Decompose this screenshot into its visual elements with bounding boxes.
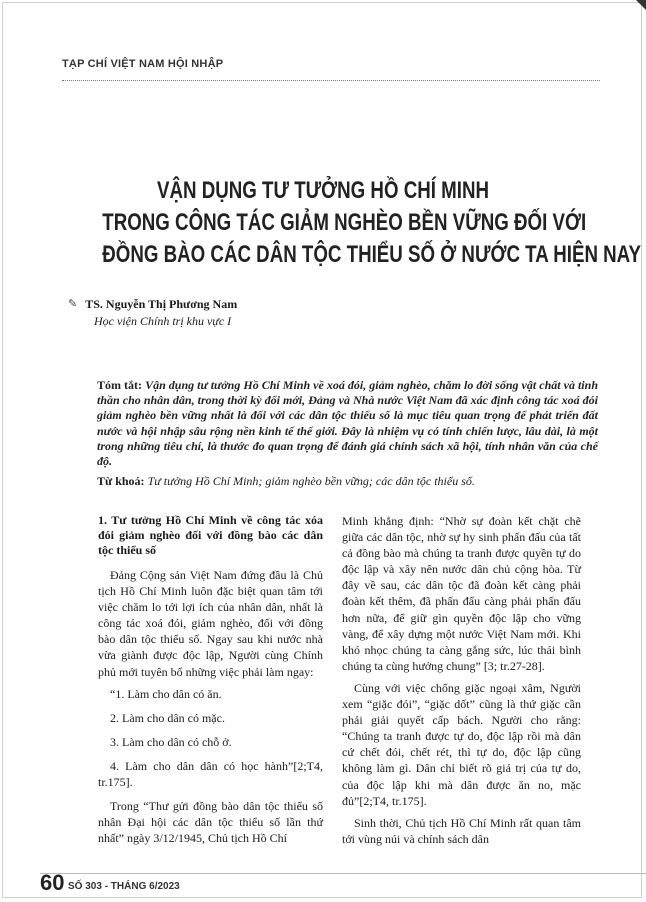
left-paragraph-2: Trong “Thư gửi đồng bào dân tộc thiểu số nhân Đại hội các dân tộc thiểu số lần thứ nhất” ngày 3/12/1945, Chủ tịch Hồ Chí [98, 799, 323, 846]
left-column [98, 513, 323, 852]
title-line-3: ĐỒNG BÀO CÁC DÂN TỘC THIỂU SỐ Ở NƯỚC TA HIỆN NAY [102, 241, 641, 268]
right-paragraph-3: Sinh thời, Chủ tịch Hồ Chí Minh rất quan tâm tới vùng núi và chính sách dân [342, 815, 581, 846]
abstract [97, 378, 598, 469]
list-item: 2. Làm cho dân có mặc. [110, 710, 225, 725]
abstract-label: Tóm tắt: [97, 378, 143, 392]
left-paragraph-1: Đảng Cộng sản Việt Nam đứng đầu là Chủ tịch Hồ Chí Minh luôn đặc biệt quan tâm tới việc chăm lo tới lợi ích của nhân dân, nhất là công tác xoá đói, giảm nghèo, đối với đồng bào dân tộc thiểu số. Ngay sau khi nước nhà vừa giành được độc lập, Người cùng Chính phủ mới tuyên bố những việc phải làm ngay: [98, 568, 323, 679]
keywords-label: Từ khoá: [97, 474, 145, 488]
journal-header: TẠP CHÍ VIỆT NAM HỘI NHẬP [62, 58, 224, 70]
list-item: 4. Làm cho dân dân có học hành”[2;T4, tr.175]. [98, 758, 323, 790]
footer-rule [40, 873, 646, 874]
abstract-text: Vận dụng tư tưởng Hồ Chí Minh về xoá đói, giảm nghèo, chăm lo đời sống vật chất và tinh thần cho nhân dân, trong thời kỳ đổi mới, Đảng và Nhà nước Việt Nam đã xác định công tác xoá đói giảm nghèo bền vững nhất là đối với các dân tộc thiểu số là mục tiêu quan trọng để phát triển đất nước và hội nhập sâu rộng nền kinh tế thế giới. Đây là nhiệm vụ có tính chiến lược, lâu dài, là một trong những tiêu chí, là thước đo quan trọng để đánh giá chính sách xã hội, tính nhân văn của chế độ. [97, 378, 598, 469]
author-name: TS. Nguyễn Thị Phương Nam [85, 297, 238, 311]
list-item: 3. Làm cho dân có chỗ ở. [110, 734, 232, 749]
right-paragraph-1: Minh khẳng định: “Nhờ sự đoàn kết chặt chẽ giữa các dân tộc, nhờ sự hy sinh phấn đấu của tất cả đồng bào mà chúng ta tranh được quyền tự do độc lập và xây nên nước dân chủ cộng hòa. Từ đây về sau, các dân tộc đã đoàn kết càng phải đoàn kết thêm, đã phấn đấu càng phải phấn đấu hơn nữa, để giữ gìn quyền độc lập cho vững vàng, để xây dựng một nước Việt Nam mới. Khi khó nhọc chúng ta càng gắng sức, lúc thái bình chúng ta cùng hưởng chung” [3; tr.27-28]. [342, 514, 581, 673]
section-heading: 1. Tư tưởng Hồ Chí Minh về công tác xóa đói giảm nghèo đối với đồng bào các dân tộc thiểu số [98, 513, 323, 557]
right-paragraph-2: Cùng với việc chống giặc ngoại xâm, Người xem “giặc đói”, “giặc dốt” cũng là thứ giặc cần phải giải quyết cấp bách. Người cho rằng: “Chúng ta tranh được tự do, độc lập rồi mà dân cứ chết đói, chết rét, thì tự do, độc lập cũng không làm gì. Dân chỉ biết rõ giá trị của tự do, của độc lập khi mà dân được ăn no, mặc đủ”[2;T4, tr.175]. [342, 680, 581, 808]
title-line-1: VẬN DỤNG TƯ TƯỞNG HỒ CHÍ MINH [157, 177, 489, 204]
author-block [68, 296, 237, 330]
author-affiliation: Học viện Chính trị khu vực I [94, 314, 232, 328]
right-column [342, 513, 581, 853]
list-item: “1. Làm cho dân có ăn. [110, 686, 222, 701]
footer [0, 868, 646, 902]
issue-label: SỐ 303 - THÁNG 6/2023 [68, 881, 180, 892]
article-title [102, 175, 641, 271]
pen-icon: ✎ [68, 298, 78, 310]
title-line-2: TRONG CÔNG TÁC GIẢM NGHÈO BỀN VỮNG ĐỐI VỚI [102, 209, 587, 236]
page-number: 60 [40, 870, 65, 895]
keywords-text: Tư tưởng Hồ Chí Minh; giảm nghèo bền vững; các dân tộc thiểu số. [147, 474, 475, 488]
corner-mark [636, 0, 646, 10]
keywords [97, 474, 598, 489]
header-rule [62, 80, 600, 81]
